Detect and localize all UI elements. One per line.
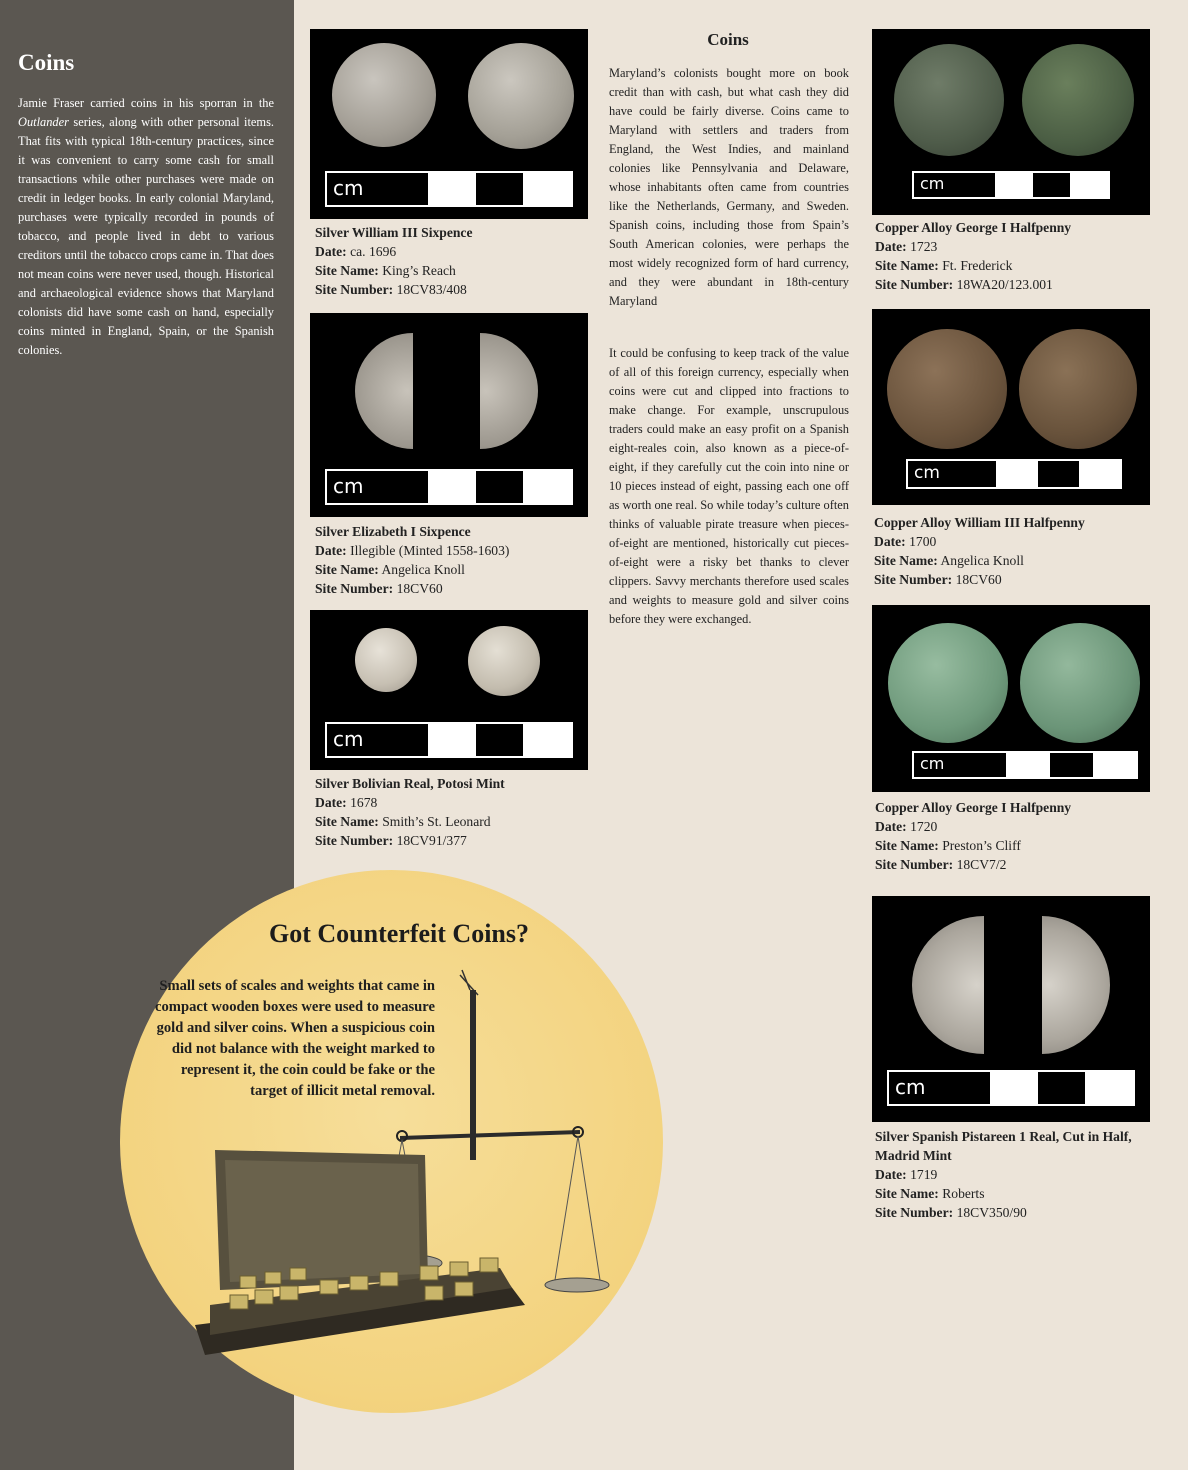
coin-reverse	[1019, 329, 1137, 449]
coin-photo-george-i-halfpenny-1723	[872, 29, 1150, 215]
coin-reverse	[468, 43, 574, 149]
coin-caption: Copper Alloy George I Halfpenny Date: 1720 Site Name: Preston’s Cliff Site Number: 18CV7/2	[875, 800, 1072, 872]
coin-photo-elizabeth-i-sixpence	[310, 313, 588, 517]
center-title: Coins	[707, 30, 749, 49]
coin-obverse	[888, 623, 1008, 743]
cm-label: cm	[333, 176, 364, 200]
coin-photo-william-iii-halfpenny	[872, 309, 1150, 505]
coin-obverse	[332, 43, 436, 147]
cm-scale-bar: cm	[325, 722, 573, 758]
scales-and-weights-illustration	[180, 960, 620, 1380]
coin-obverse	[894, 44, 1004, 156]
cm-scale-bar	[325, 171, 573, 207]
coin-caption: Copper Alloy William III Halfpenny Date: 1700 Site Name: Angelica Knoll Site Number: 18CV60	[874, 515, 1085, 587]
coin-obverse	[887, 329, 1007, 449]
coin-half-right	[1042, 916, 1110, 1054]
coin-reverse	[468, 626, 540, 696]
sidebar-title: Coins	[18, 50, 75, 75]
coin-photo-bolivian-real	[310, 610, 588, 770]
cm-scale-bar: cm	[912, 171, 1110, 199]
coin-caption: Copper Alloy George I Halfpenny Date: 1723 Site Name: Ft. Frederick Site Number: 18WA20/123.001	[875, 220, 1072, 292]
coin-reverse	[1020, 623, 1140, 743]
counterfeit-text: Small sets of scales and weights that came in compact wooden boxes were used to measure gold and silver coins. When a suspicious coin did not balance with the weight marked to represent it, the coin could be fake or the target of illicit metal removal.	[155, 978, 435, 1099]
coin-photo-spanish-pistareen	[872, 896, 1150, 1122]
sidebar-text: Jamie Fraser carried coins in his sporran in the Outlander series, along with other personal items. That fits with typical 18th-century practices, since it was convenient to carry some cash for small transactions while other purchases were made on credit in ledger books. In early colonial Maryland, purchases were typically recorded in pounds of tobacco, and people lived in debt to various creditors until the tobacco crops came in. That does not mean coins were never used, though. Historical and archaeological evidence shows that Maryland colonists did have some cash on hand, especially coins minted in England, Spain, or the Spanish colonies.	[18, 96, 274, 357]
coin-half-right	[480, 333, 538, 449]
coin-reverse	[1022, 44, 1134, 156]
cm-scale-bar: cm	[912, 751, 1138, 779]
coin-half-left	[355, 333, 413, 449]
coin-caption: Silver Bolivian Real, Potosi Mint Date: 1678 Site Name: Smith’s St. Leonard Site Number: 18CV91/377	[315, 776, 505, 848]
counterfeit-title: Got Counterfeit Coins?	[269, 919, 529, 948]
coin-photo-william-iii-sixpence	[310, 29, 588, 219]
center-paragraph-2: It could be confusing to keep track of the value of all of this foreign currency, especially when coins were cut and clipped into fractions to make change. For example, unscrupulous traders could make an easy profit on a Spanish eight-reales coin, also known as a piece-of-eight, if they carefully cut the coin into nine or 10 pieces instead of eight, passing each one off as worth one real. So while today’s culture often thinks of valuable pirate treasure when pieces-of-eight are mentioned, historically cut pieces-of-eight were a risky bet thanks to clever clippers. Savvy merchants therefore used scales and weights to measure gold and silver coins before they were exchanged.	[609, 346, 849, 626]
cm-scale-bar: cm	[887, 1070, 1135, 1106]
coin-caption: Silver Spanish Pistareen 1 Real, Cut in Half, Madrid Mint Date: 1719 Site Name: Roberts Site Number: 18CV350/90	[875, 1129, 1132, 1220]
coin-photo-george-i-halfpenny-1720	[872, 605, 1150, 792]
coin-half-left	[912, 916, 984, 1054]
coin-caption: Silver William III Sixpence Date: ca. 1696 Site Name: King’s Reach Site Number: 18CV83/408	[315, 225, 473, 297]
series-name: Outlander	[18, 115, 69, 129]
cm-scale-bar: cm	[906, 459, 1122, 489]
coin-obverse	[355, 628, 417, 692]
cm-scale-bar: cm	[325, 469, 573, 505]
center-paragraph-1: Maryland’s colonists bought more on book credit than with cash, but what cash they did have could be fairly diverse. Coins came to Maryland with settlers and traders from England, the West Indies, and mainland colonies like Pennsylvania and Delaware, whose inhabitants often came from countries like the Netherlands, Germany, and Sweden. Spanish coins, including those from Spain’s South American colonies, were perhaps the most widely recognized form of hard currency, and they were abundant in 18th-century Maryland	[609, 66, 849, 308]
coin-caption: Silver Elizabeth I Sixpence Date: Illegible (Minted 1558-1603) Site Name: Angelica Knoll Site Number: 18CV60	[315, 524, 510, 596]
